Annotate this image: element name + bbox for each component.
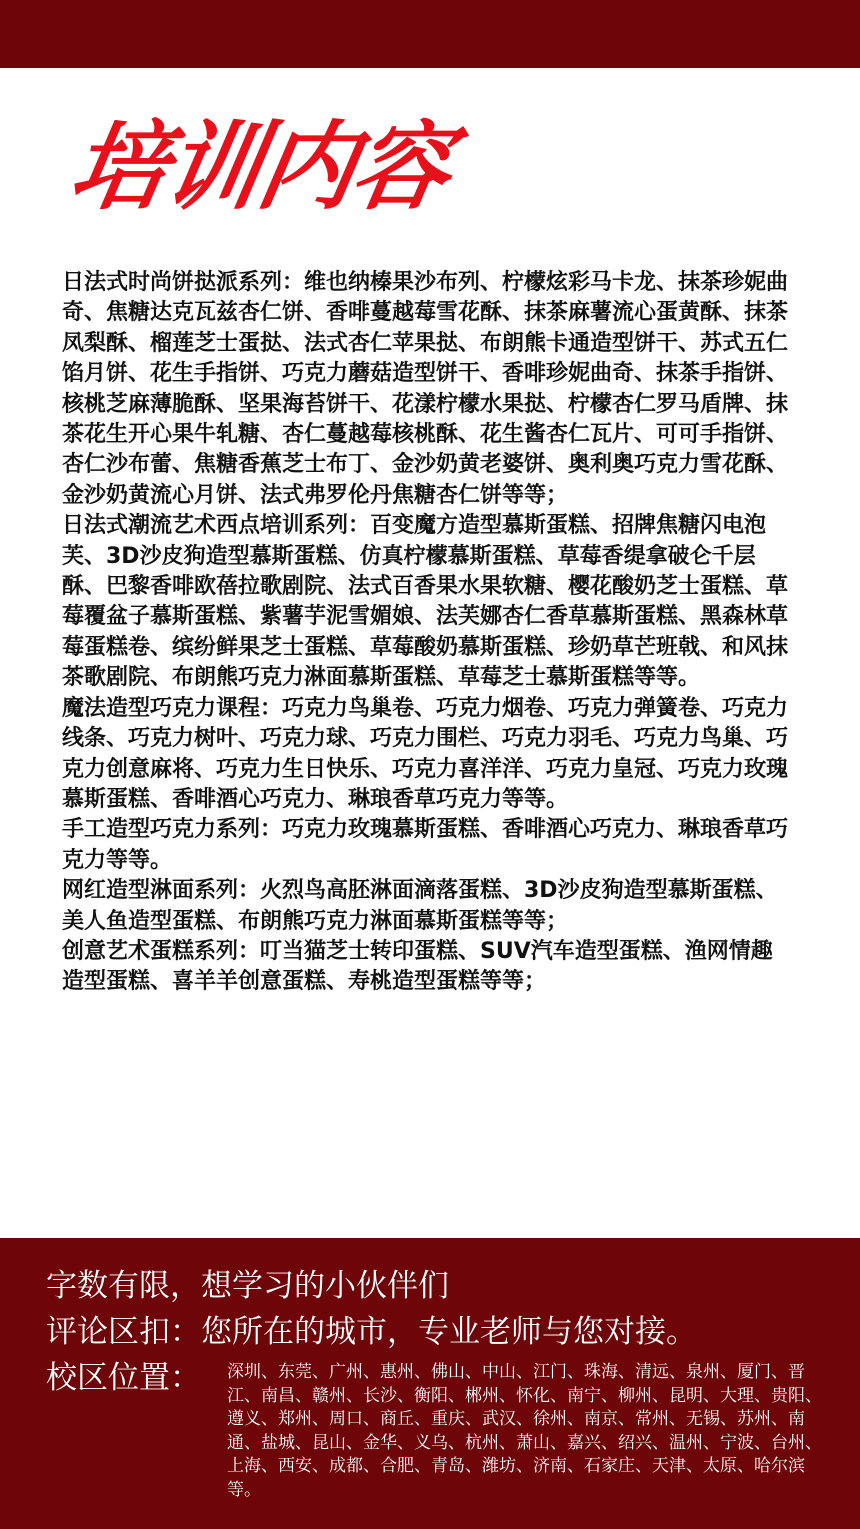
section-glaze-series: 网红造型淋面系列：火烈鸟高胚淋面滴落蛋糕、3D沙皮狗造型慕斯蛋糕、美人鱼造型蛋糕、布朗熊巧克力淋面慕斯蛋糕等等； [62, 878, 778, 934]
campus-label: 校区位置： [46, 1360, 201, 1396]
section-western-dessert-series: 日法式潮流艺术西点培训系列：百变魔方造型慕斯蛋糕、招牌焦糖闪电泡芙、3D沙皮狗造型慕斯蛋糕、仿真柠檬慕斯蛋糕、草莓香缇拿破仑千层酥、巴黎香啡欧蓓拉歌剧院、法式百香果水果软糖、樱花酸奶芝士蛋糕、草莓覆盆子慕斯蛋糕、紫薯芋泥雪媚娘、法芙娜杏仁香草慕斯蛋糕、黑森林草莓蛋糕卷、缤纷鲜果芝士蛋糕、草莓酸奶慕斯蛋糕、珍奶草芒班戟、和风抹茶歌剧院、布朗熊巧克力淋面慕斯蛋糕、草莓芝士慕斯蛋糕等等。 [62, 513, 789, 691]
footer-banner [0, 1238, 860, 1529]
course-content [62, 268, 792, 998]
section-pastry-series: 日法式时尚饼挞派系列：维也纳榛果沙布列、柠檬炫彩马卡龙、抹茶珍妮曲奇、焦糖达克瓦兹杏仁饼、香啡蔓越莓雪花酥、抹茶麻薯流心蛋黄酥、抹茶凤梨酥、榴莲芝士蛋挞、法式杏仁苹果挞、布朗熊卡通造型饼干、苏式五仁馅月饼、花生手指饼、巧克力蘑菇造型饼干、香啡珍妮曲奇、抹茶手指饼、核桃芝麻薄脆酥、坚果海苔饼干、花漾柠檬水果挞、柠檬杏仁罗马盾牌、抹茶花生开心果牛轧糖、杏仁蔓越莓核桃酥、花生酱杏仁瓦片、可可手指饼、杏仁沙布蕾、焦糖香蕉芝士布丁、金沙奶黄老婆饼、奥利奥巧克力雪花酥、金沙奶黄流心月饼、法式弗罗伦丹焦糖杏仁饼等等； [62, 270, 789, 508]
section-handmade-chocolate: 手工造型巧克力系列：巧克力玫瑰慕斯蛋糕、香啡酒心巧克力、琳琅香草巧克力等等。 [62, 817, 789, 873]
top-banner [0, 0, 860, 68]
section-art-cake-series: 创意艺术蛋糕系列：叮当猫芝士转印蛋糕、SUV汽车造型蛋糕、渔网情趣造型蛋糕、喜羊羊创意蛋糕、寿桃造型蛋糕等等； [62, 938, 773, 995]
footer-line-1: 字数有限，想学习的小伙伴们 [46, 1268, 449, 1304]
campus-city-list: 深圳、东莞、广州、惠州、佛山、中山、江门、珠海、清远、泉州、厦门、晋江、南昌、赣州、长沙、衡阳、郴州、怀化、南宁、柳州、昆明、大理、贵阳、遵义、郑州、周口、商丘、重庆、武汉、徐州、南京、常州、无锡、苏州、南通、盐城、昆山、金华、义乌、杭州、萧山、嘉兴、绍兴、温州、宁波、台州、上海、西安、成都、合肥、青岛、潍坊、济南、石家庄、天津、太原、哈尔滨等。 [227, 1362, 822, 1500]
section-chocolate-course: 魔法造型巧克力课程：巧克力鸟巢卷、巧克力烟卷、巧克力弹簧卷、巧克力线条、巧克力树叶、巧克力球、巧克力围栏、巧克力羽毛、巧克力鸟巢、巧克力创意麻将、巧克力生日快乐、巧克力喜洋洋、巧克力皇冠、巧克力玫瑰慕斯蛋糕、香啡酒心巧克力、琳琅香草巧克力等等。 [62, 695, 789, 812]
footer-line-2: 评论区扣：您所在的城市，专业老师与您对接。 [46, 1314, 697, 1350]
page-title: 培训内容 [61, 111, 458, 223]
